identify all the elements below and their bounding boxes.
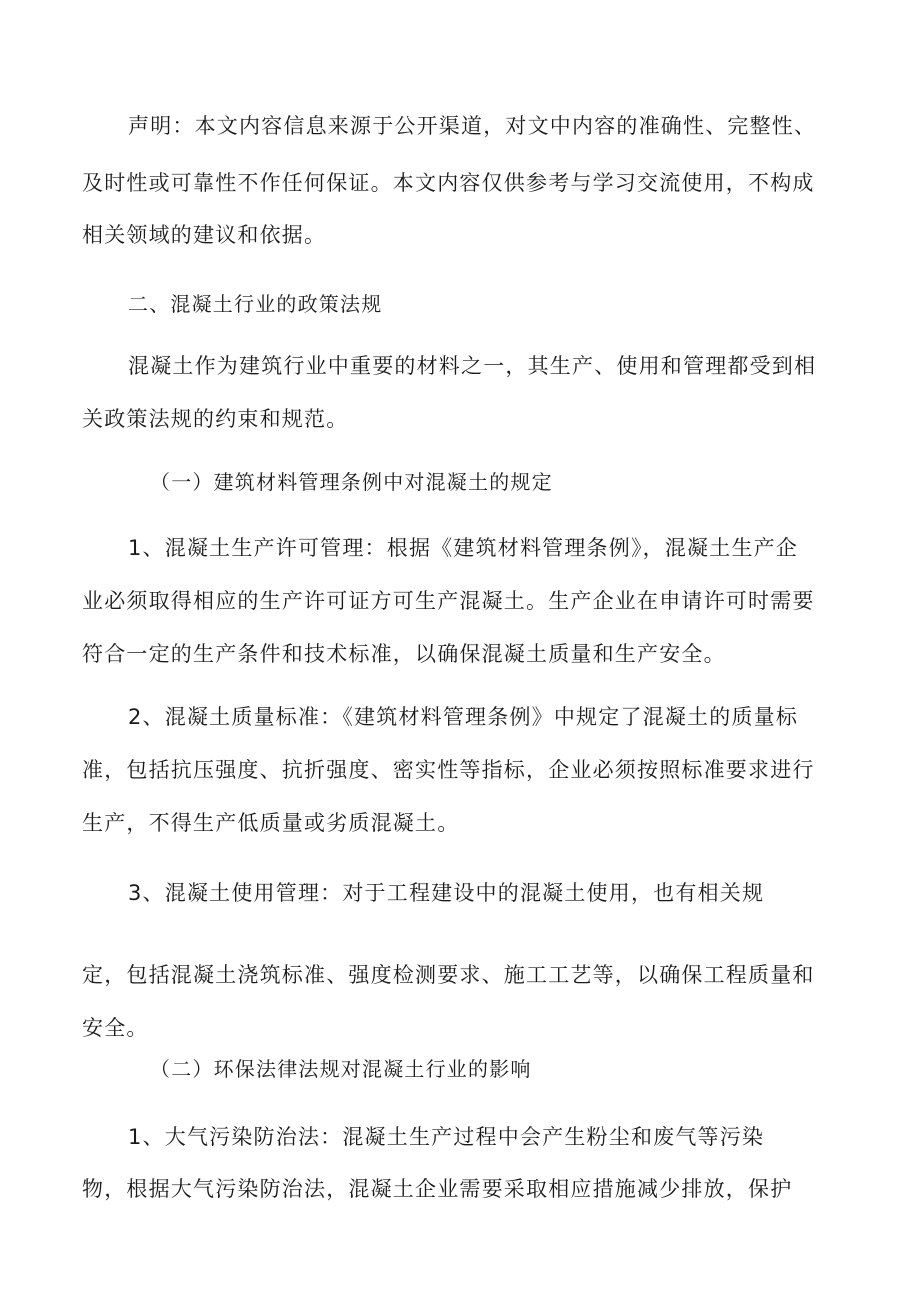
disclaimer-line-2: 及时性或可靠性不作任何保证。本文内容仅供参考与学习交流使用，不构成 bbox=[82, 171, 815, 195]
item-1-line-1: 1、混凝土生产许可管理：根据《建筑材料管理条例》，混凝土生产企 bbox=[128, 536, 799, 560]
item-3-line-3: 安全。 bbox=[82, 1016, 149, 1040]
disclaimer-line-3: 相关领域的建议和依据。 bbox=[82, 223, 327, 247]
env-item-1-line-1: 1、大气污染防治法：混凝土生产过程中会产生粉尘和废气等污染 bbox=[128, 1125, 765, 1149]
intro-line-2: 关政策法规的约束和规范。 bbox=[82, 407, 349, 431]
item-3-line-1: 3、混凝土使用管理：对于工程建设中的混凝土使用，也有相关规 bbox=[128, 881, 765, 905]
intro-line-1: 混凝土作为建筑行业中重要的材料之一，其生产、使用和管理都受到相 bbox=[128, 354, 817, 378]
env-item-1-line-2: 物，根据大气污染防治法，混凝土企业需要采取相应措施减少排放，保护 bbox=[82, 1177, 793, 1201]
item-2-line-1: 2、混凝土质量标准：《建筑材料管理条例》中规定了混凝土的质量标 bbox=[128, 705, 799, 729]
subsection-heading-1: （一）建筑材料管理条例中对混凝土的规定 bbox=[150, 470, 553, 494]
item-1-line-3: 符合一定的生产条件和技术标准，以确保混凝土质量和生产安全。 bbox=[82, 642, 726, 666]
item-3-line-2: 定，包括混凝土浇筑标准、强度检测要求、施工工艺等，以确保工程质量和 bbox=[82, 963, 815, 987]
disclaimer-line-1: 声明：本文内容信息来源于公开渠道，对文中内容的准确性、完整性、 bbox=[128, 114, 817, 138]
subsection-heading-2: （二）环保法律法规对混凝土行业的影响 bbox=[150, 1057, 532, 1081]
item-2-line-3: 生产，不得生产低质量或劣质混凝土。 bbox=[82, 811, 460, 835]
item-2-line-2: 准，包括抗压强度、抗折强度、密实性等指标，企业必须按照标准要求进行 bbox=[82, 758, 815, 782]
section-heading: 二、混凝土行业的政策法规 bbox=[128, 292, 383, 316]
item-1-line-2: 业必须取得相应的生产许可证方可生产混凝土。生产企业在申请许可时需要 bbox=[82, 589, 815, 613]
